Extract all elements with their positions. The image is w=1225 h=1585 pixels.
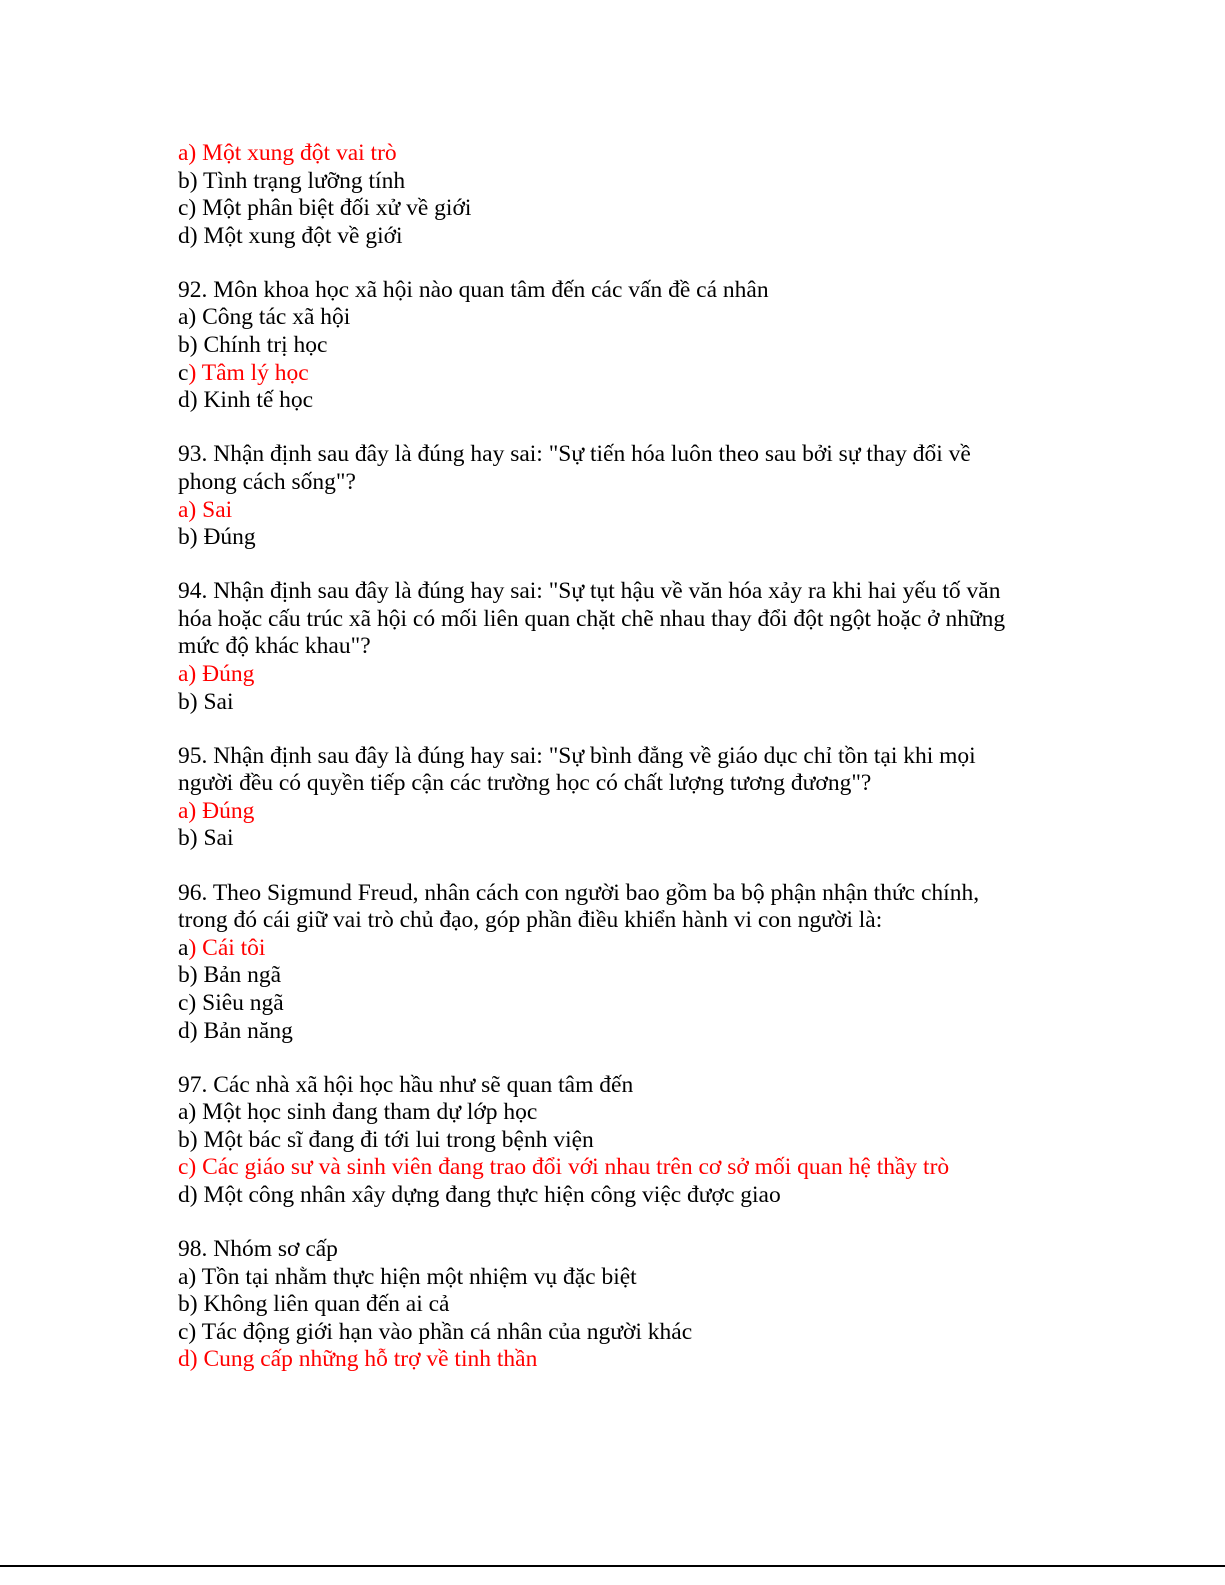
q97-option-b: b) Một bác sĩ đang đi tới lui trong bệnh viện	[178, 1126, 594, 1153]
question-91-options	[178, 140, 1058, 250]
q91-option-a-answer: a) Một xung đột vai trò	[178, 140, 397, 166]
q96-option-a-answer: ) Cái tôi	[188, 934, 266, 961]
q96-option-b: b) Bản ngã	[178, 962, 282, 989]
spacer	[178, 415, 1058, 442]
quiz-content	[178, 140, 1058, 1374]
q92-question: 92. Môn khoa học xã hội nào quan tâm đến các vấn đề cá nhân	[178, 276, 769, 303]
q96-option-a	[178, 935, 1058, 963]
q95-option-b: b) Sai	[178, 825, 234, 852]
question-95	[178, 743, 1058, 853]
spacer	[178, 552, 1058, 579]
q93-option-a-answer: a) Sai	[178, 496, 233, 523]
q91-option-c: c) Một phân biệt đối xử về giới	[178, 195, 472, 222]
q95-question-line-2: người đều có quyền tiếp cận các trường học có chất lượng tương đương"?	[178, 770, 872, 797]
q92-option-a: a) Công tác xã hội	[178, 304, 351, 331]
q95-option-a-answer: a) Đúng	[178, 797, 255, 824]
question-93	[178, 441, 1058, 551]
question-96	[178, 880, 1058, 1046]
q93-question-line-1: 93. Nhận định sau đây là đúng hay sai: "Sự tiến hóa luôn theo sau bởi sự thay đổi về	[178, 441, 971, 468]
q96-option-d: d) Bản năng	[178, 1017, 293, 1044]
page-bottom-border	[0, 1565, 1225, 1567]
q98-question: 98. Nhóm sơ cấp	[178, 1236, 338, 1263]
q92-option-c-answer: ) Tâm lý học	[188, 359, 309, 386]
q97-option-a: a) Một học sinh đang tham dự lớp học	[178, 1099, 538, 1126]
q92-option-d: d) Kinh tế học	[178, 387, 314, 414]
q91-option-d: d) Một xung đột về giới	[178, 222, 403, 249]
spacer	[178, 1045, 1058, 1072]
q94-question-line-1: 94. Nhận định sau đây là đúng hay sai: "Sự tụt hậu về văn hóa xảy ra khi hai yếu tố văn	[178, 578, 1001, 605]
q92-option-c	[178, 360, 1058, 388]
spacer	[178, 250, 1058, 277]
q97-question: 97. Các nhà xã hội học hầu như sẽ quan tâm đến	[178, 1071, 634, 1098]
q98-option-b: b) Không liên quan đến ai cả	[178, 1291, 450, 1318]
q94-question-line-2: hóa hoặc cấu trúc xã hội có mối liên quan chặt chẽ nhau thay đổi đột ngột hoặc ở những	[178, 605, 1006, 632]
q98-option-c: c) Tác động giới hạn vào phần cá nhân của người khác	[178, 1318, 693, 1345]
q98-option-a: a) Tồn tại nhằm thực hiện một nhiệm vụ đặc biệt	[178, 1263, 637, 1290]
spacer	[178, 716, 1058, 743]
q96-question-line-2: trong đó cái giữ vai trò chủ đạo, góp phần điều khiển hành vi con người là:	[178, 907, 883, 934]
question-92	[178, 277, 1058, 415]
question-98	[178, 1236, 1058, 1374]
q95-question-line-1: 95. Nhận định sau đây là đúng hay sai: "Sự bình đẳng về giáo dục chỉ tồn tại khi mọi	[178, 742, 976, 769]
question-97	[178, 1072, 1058, 1210]
q92-option-c-prefix: c	[178, 359, 189, 386]
q97-option-c-answer: c) Các giáo sư và sinh viên đang trao đổi với nhau trên cơ sở mối quan hệ thầy trò	[178, 1154, 950, 1181]
q96-option-a-prefix: a	[178, 934, 189, 961]
question-94	[178, 578, 1058, 716]
q94-question-line-3: mức độ khác khau"?	[178, 633, 371, 660]
q92-option-b: b) Chính trị học	[178, 332, 328, 359]
q96-question-line-1: 96. Theo Sigmund Freud, nhân cách con người bao gồm ba bộ phận nhận thức chính,	[178, 879, 980, 906]
spacer	[178, 853, 1058, 880]
q98-option-d-answer: d) Cung cấp những hỗ trợ về tinh thần	[178, 1346, 538, 1373]
spacer	[178, 1210, 1058, 1237]
q93-question-line-2: phong cách sống"?	[178, 468, 356, 495]
q96-option-c: c) Siêu ngã	[178, 989, 284, 1016]
q97-option-d: d) Một công nhân xây dựng đang thực hiện công việc được giao	[178, 1182, 781, 1208]
q94-option-b: b) Sai	[178, 688, 234, 715]
q94-option-a-answer: a) Đúng	[178, 661, 255, 687]
q91-option-b: b) Tình trạng lưỡng tính	[178, 167, 406, 194]
q93-option-b: b) Đúng	[178, 524, 256, 551]
